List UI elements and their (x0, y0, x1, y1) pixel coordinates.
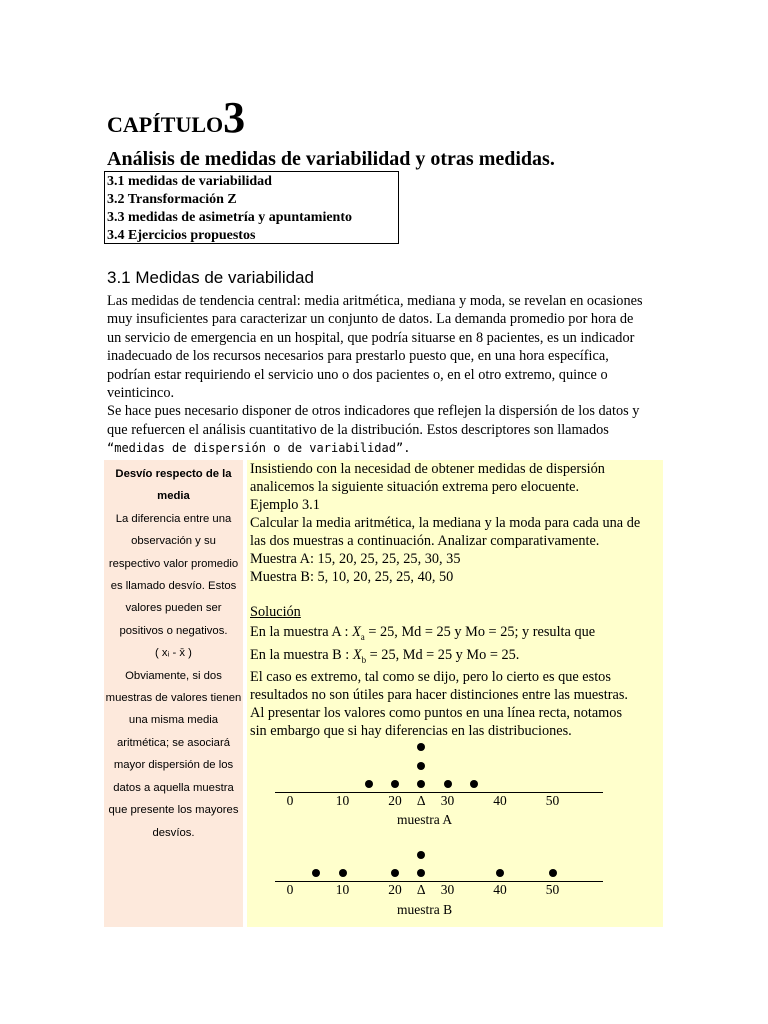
example-line: analicemos la siguiente situación extrema pero elocuente. (250, 479, 580, 495)
table-of-contents (104, 171, 399, 244)
tick-label: 10 (335, 793, 350, 808)
plot-caption: muestra A (397, 812, 453, 827)
example-line: Calcular la media aritmética, la mediana y la moda para cada una de (250, 515, 641, 531)
section-heading: 3.1 Medidas de variabilidad (107, 268, 314, 287)
result-b: En la muestra B : $X_b = 25$, Md = 25 y Mo = 25. (250, 647, 520, 665)
chapter-title: Análisis de medidas de variabilidad y otras medidas. (107, 148, 555, 170)
quoted-term: “medidas de dispersión o de variabilidad”. (107, 441, 411, 456)
data-point (549, 869, 557, 877)
result-a: En la muestra A : $X_a = 25$, Md = 25 y Mo = 25; y resulta que (250, 624, 596, 642)
sample-a: Muestra A: 15, 20, 25, 25, 25, 30, 35 (250, 551, 461, 567)
toc-item[interactable]: 3.4 Ejercicios propuestos (107, 228, 256, 243)
chapter-word: CAPÍTULO (107, 112, 224, 137)
data-point (417, 780, 425, 788)
deviation-formula: ( xᵢ - x̄ ) (155, 647, 192, 660)
data-point (312, 869, 320, 877)
tick-label: 10 (335, 882, 350, 897)
sidebar-text: La diferencia entre una observación y su respectivo valor promedio es llamado desvío. Estos valores pueden ser positivos o negativos. (108, 512, 239, 637)
data-point (365, 780, 373, 788)
data-point (444, 780, 452, 788)
chapter-heading (107, 93, 246, 142)
tick-label: 40 (493, 882, 507, 897)
tick-label: 30 (440, 882, 455, 897)
sidebar-note (104, 460, 243, 927)
solution-label: Solución (250, 604, 301, 620)
sidebar-text: Obviamente, si dos muestras de valores tienen una misma media aritmética; se asociará mayor dispersión de los datos a aquella muestra que presente los mayores desvíos. (105, 669, 242, 839)
data-point (417, 743, 425, 751)
data-point (417, 869, 425, 877)
toc-item[interactable]: 3.2 Transformación Z (107, 192, 237, 207)
tick-label: 0 (286, 793, 294, 808)
data-point (470, 780, 478, 788)
toc-item[interactable]: 3.3 medidas de asimetría y apuntamiento (107, 210, 352, 225)
example-line: resultados no son útiles para hacer distinciones entre las muestras. (250, 687, 628, 703)
data-point (496, 869, 504, 877)
plot-caption: muestra B (397, 902, 453, 917)
sidebar-title: Desvío respecto de la media (115, 468, 232, 503)
example-box (247, 460, 663, 927)
tick-label: Δ (416, 882, 426, 897)
example-line: Insistiendo con la necesidad de obtener medidas de dispersión (250, 461, 605, 477)
example-line: Al presentar los valores como puntos en una línea recta, notamos (250, 705, 623, 721)
tick-label: 50 (545, 793, 560, 808)
data-point (391, 780, 399, 788)
sample-b: Muestra B: 5, 10, 20, 25, 25, 40, 50 (250, 569, 454, 585)
toc-item[interactable]: 3.1 medidas de variabilidad (107, 174, 272, 189)
tick-label: 40 (493, 793, 507, 808)
tick-label: 20 (388, 882, 402, 897)
tick-label: 20 (388, 793, 402, 808)
example-label: Ejemplo 3.1 (250, 497, 320, 513)
chapter-number: 3 (223, 93, 246, 142)
intro-paragraph: Las medidas de tendencia central: media aritmética, mediana y moda, se revelan en ocasiones muy insuficientes para caracterizar un conjunto de datos. La demanda promedio por hora de un servicio de emergencia en un hospital, que podría situarse en 8 pacientes, es un indicador inadecuado de los recursos necesarios para prestarlo puesto que, en una hora específica, podrían estar requiriendo el servicio uno o dos pacientes o, en el otro extremo, quince o veinticinco. (107, 293, 643, 402)
intro-text (107, 292, 647, 458)
tick-label: 30 (440, 793, 455, 808)
data-point (417, 851, 425, 859)
data-point (339, 869, 347, 877)
example-line: las dos muestras a continuación. Analizar comparativamente. (250, 533, 600, 549)
tick-label: 50 (545, 882, 560, 897)
data-point (417, 762, 425, 770)
tick-label: Δ (416, 793, 426, 808)
example-line: sin embargo que si hay diferencias en las distribuciones. (250, 723, 572, 739)
example-line: El caso es extremo, tal como se dijo, pero lo cierto es que estos (250, 669, 611, 685)
tick-label: 0 (286, 882, 294, 897)
data-point (391, 869, 399, 877)
intro-paragraph: Se hace pues necesario disponer de otros indicadores que reflejen la dispersión de los datos y que refuercen el análisis cuantitativo de la distribución. Estos descriptores son llamados “medidas de dispersión o de variabilidad”. (107, 403, 640, 456)
